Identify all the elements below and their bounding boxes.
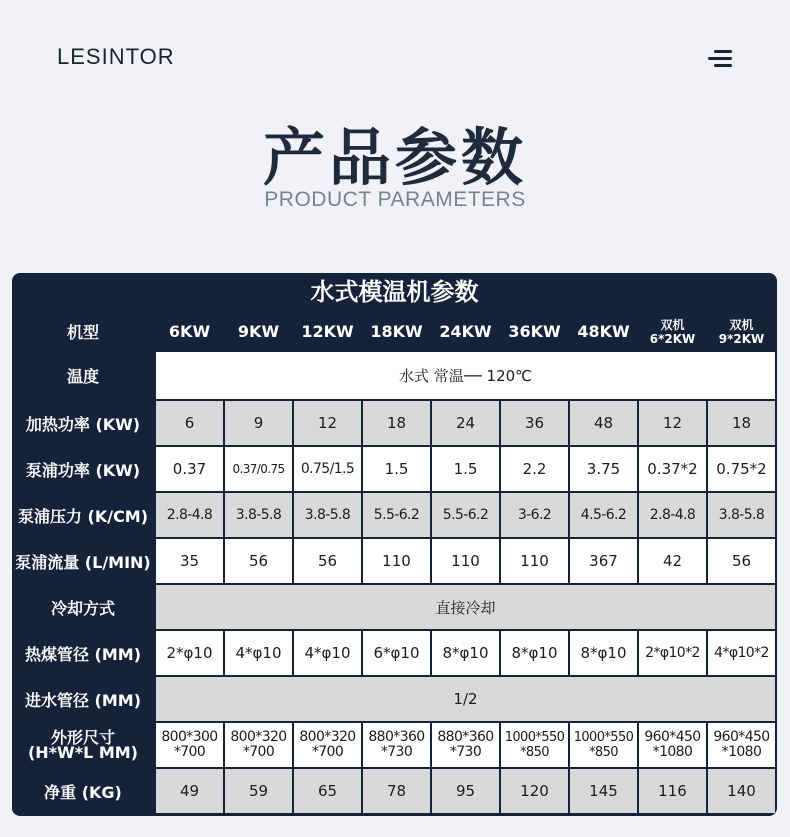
table-cell: 1.5 — [432, 447, 499, 491]
table-cell: 4*φ10 — [294, 631, 361, 675]
row-label: 进水管径 (MM) — [12, 677, 154, 721]
table-row-pump-pressure — [12, 493, 775, 537]
table-cell: 1.5 — [363, 447, 430, 491]
table-cell: 960*450 *1080 — [708, 723, 775, 767]
twin-column-header: 双机 9*2KW — [708, 313, 775, 350]
table-cell: 56 — [294, 539, 361, 583]
table-cell: 3-6.2 — [501, 493, 568, 537]
table-cell: 18 — [363, 401, 430, 445]
table-cell: 880*360 *730 — [432, 723, 499, 767]
table-cell: 24 — [432, 401, 499, 445]
row-label: 温度 — [12, 352, 154, 399]
table-row-inlet-pipe — [12, 677, 775, 721]
table-cell: 2*φ10 — [156, 631, 223, 675]
inlet-pipe-value: 1/2 — [156, 677, 775, 721]
table-cell: 48 — [570, 401, 637, 445]
table-cell: 18 — [708, 401, 775, 445]
table-cell: 145 — [570, 769, 637, 813]
table-cell: 2.8-4.8 — [156, 493, 223, 537]
table-cell: 800*320 *700 — [294, 723, 361, 767]
table-cell: 116 — [639, 769, 706, 813]
model-header: 机型 — [12, 313, 154, 350]
spec-table — [12, 311, 777, 815]
column-header: 12KW — [294, 313, 361, 350]
table-cell: 95 — [432, 769, 499, 813]
row-label: 净重 (KG) — [12, 769, 154, 813]
row-label: 热煤管径 (MM) — [12, 631, 154, 675]
table-cell: 140 — [708, 769, 775, 813]
column-header: 48KW — [570, 313, 637, 350]
table-row-weight — [12, 769, 775, 813]
row-label: 泵浦流量 (L/MIN) — [12, 539, 154, 583]
table-cell: 56 — [225, 539, 292, 583]
table-cell: 367 — [570, 539, 637, 583]
table-cell: 42 — [639, 539, 706, 583]
table-cell: 4*φ10 — [225, 631, 292, 675]
table-row-heating-power — [12, 401, 775, 445]
row-label: 外形尺寸 (H*W*L MM) — [12, 723, 154, 767]
table-cell: 6*φ10 — [363, 631, 430, 675]
table-cell: 3.75 — [570, 447, 637, 491]
table-cell: 110 — [501, 539, 568, 583]
table-cell: 2.2 — [501, 447, 568, 491]
temperature-value: 水式 常温── 120℃ — [156, 352, 775, 399]
table-cell: 0.37 — [156, 447, 223, 491]
page-title: 产品参数 — [262, 121, 527, 194]
table-cell: 120 — [501, 769, 568, 813]
table-cell: 8*φ10 — [501, 631, 568, 675]
table-cell: 4.5-6.2 — [570, 493, 637, 537]
table-row-pump-flow — [12, 539, 775, 583]
table-cell: 12 — [639, 401, 706, 445]
twin-column-header: 双机 6*2KW — [639, 313, 706, 350]
table-row-heat-pipe — [12, 631, 775, 675]
column-header: 6KW — [156, 313, 223, 350]
table-cell: 56 — [708, 539, 775, 583]
table-cell: 0.37*2 — [639, 447, 706, 491]
header-row — [12, 313, 775, 350]
brand-logo[interactable]: LESINTOR — [57, 44, 175, 69]
table-cell: 800*320 *700 — [225, 723, 292, 767]
table-row-pump-power — [12, 447, 775, 491]
table-cell: 8*φ10 — [432, 631, 499, 675]
column-header: 9KW — [225, 313, 292, 350]
table-cell: 59 — [225, 769, 292, 813]
table-cell: 960*450 *1080 — [639, 723, 706, 767]
table-row-cooling — [12, 585, 775, 629]
table-cell: 9 — [225, 401, 292, 445]
table-cell: 880*360 *730 — [363, 723, 430, 767]
table-cell: 110 — [363, 539, 430, 583]
spec-table-card — [12, 273, 777, 816]
table-cell: 5.5-6.2 — [432, 493, 499, 537]
table-cell: 800*300 *700 — [156, 723, 223, 767]
column-header: 24KW — [432, 313, 499, 350]
cooling-value: 直接冷却 — [156, 585, 775, 629]
table-cell: 1000*550 *850 — [501, 723, 568, 767]
table-cell: 3.8-5.8 — [294, 493, 361, 537]
table-cell: 3.8-5.8 — [708, 493, 775, 537]
table-cell: 5.5-6.2 — [363, 493, 430, 537]
table-cell: 8*φ10 — [570, 631, 637, 675]
spec-table-title: 水式模温机参数 — [310, 278, 479, 306]
row-label: 加热功率 (KW) — [12, 401, 154, 445]
table-cell: 12 — [294, 401, 361, 445]
table-row-temperature — [12, 352, 775, 399]
table-cell: 0.37/0.75 — [225, 447, 292, 491]
table-cell: 110 — [432, 539, 499, 583]
table-cell: 35 — [156, 539, 223, 583]
table-cell: 1000*550 *850 — [570, 723, 637, 767]
column-header: 18KW — [363, 313, 430, 350]
row-label: 冷却方式 — [12, 585, 154, 629]
table-cell: 6 — [156, 401, 223, 445]
table-cell: 0.75*2 — [708, 447, 775, 491]
table-cell: 0.75/1.5 — [294, 447, 361, 491]
table-cell: 36 — [501, 401, 568, 445]
row-label: 泵浦功率 (KW) — [12, 447, 154, 491]
hamburger-menu-icon[interactable] — [706, 50, 732, 68]
table-cell: 3.8-5.8 — [225, 493, 292, 537]
table-cell: 2*φ10*2 — [639, 631, 706, 675]
table-row-dimensions — [12, 723, 775, 767]
column-header: 36KW — [501, 313, 568, 350]
table-cell: 4*φ10*2 — [708, 631, 775, 675]
table-cell: 65 — [294, 769, 361, 813]
table-cell: 2.8-4.8 — [639, 493, 706, 537]
row-label: 泵浦压力 (K/CM) — [12, 493, 154, 537]
table-cell: 49 — [156, 769, 223, 813]
table-cell: 78 — [363, 769, 430, 813]
page-subtitle: PRODUCT PARAMETERS — [264, 188, 526, 211]
